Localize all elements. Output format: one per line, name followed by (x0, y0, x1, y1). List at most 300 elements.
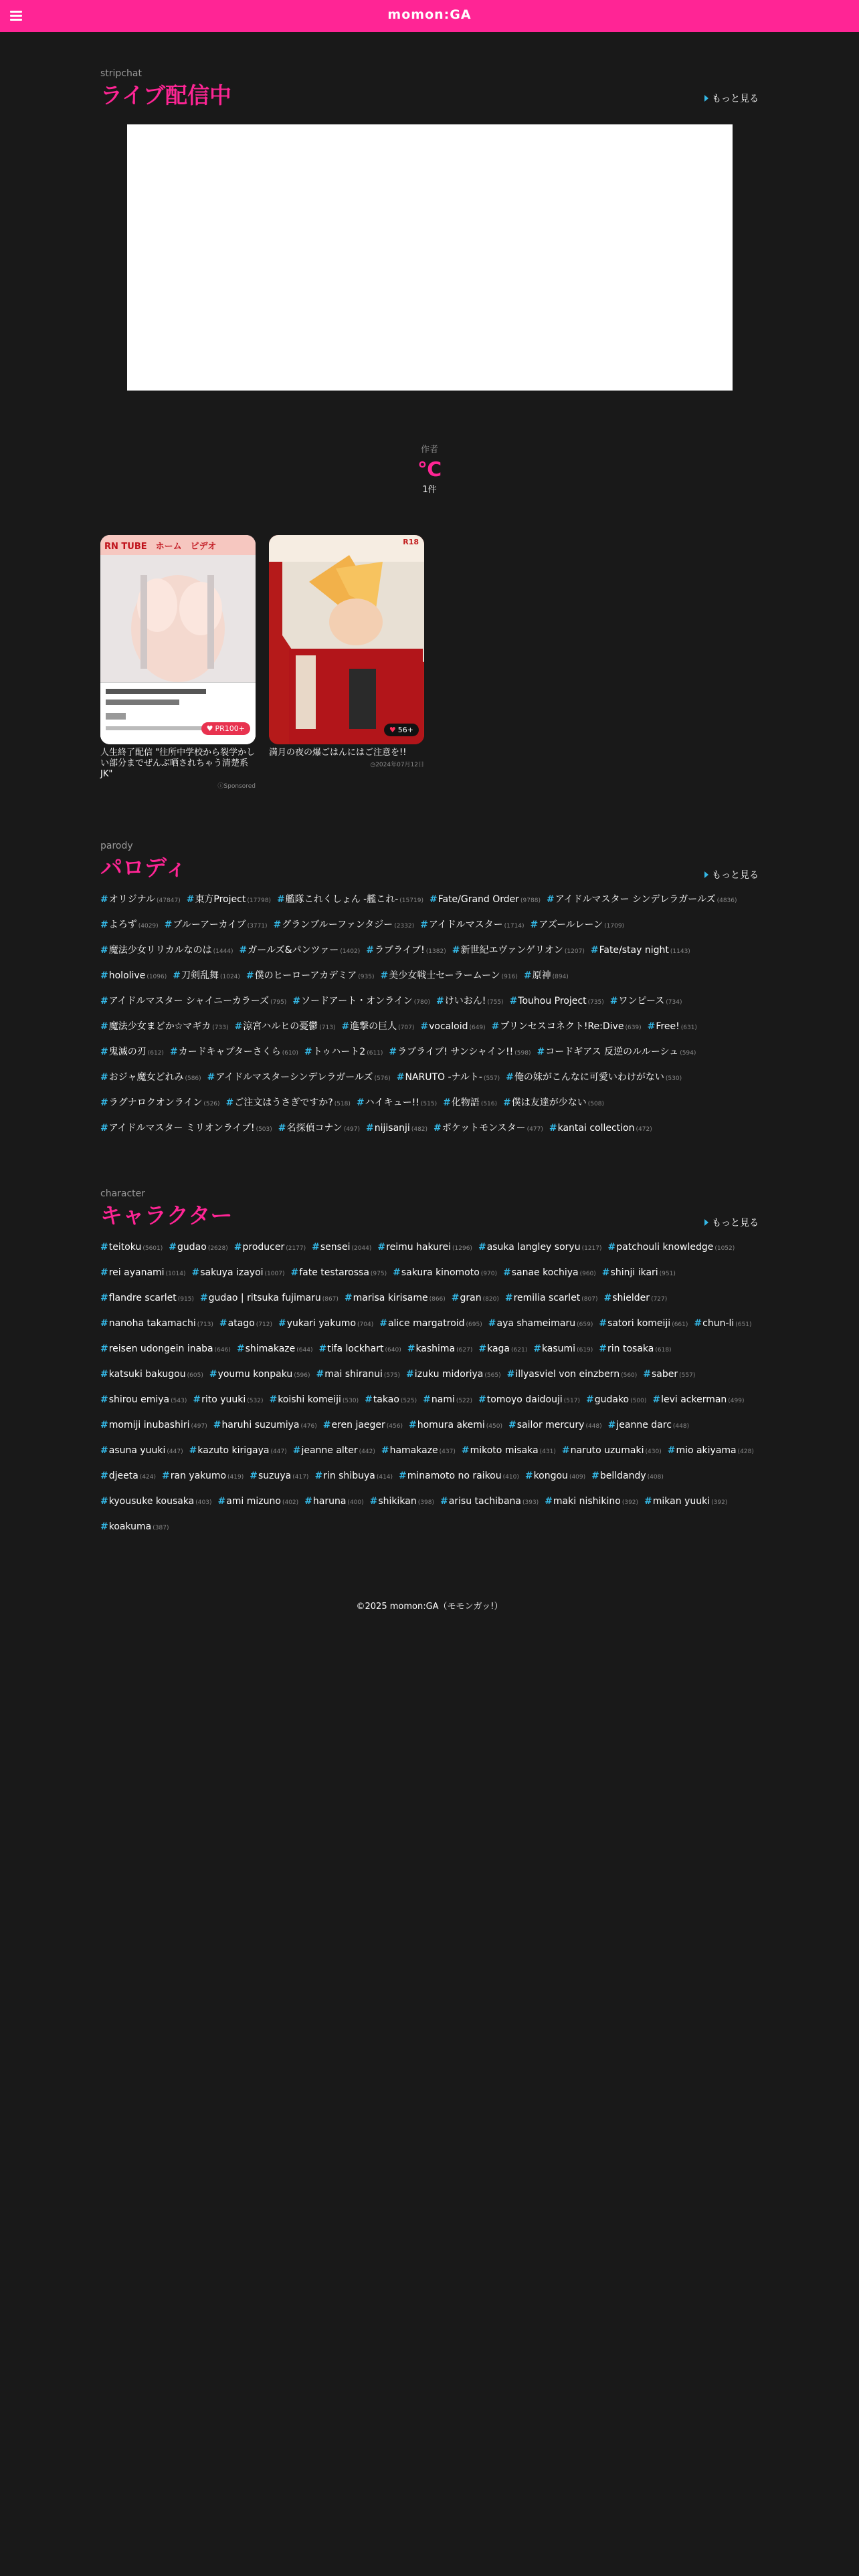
card-title[interactable]: 人生終了配信 "往所中学校から裂学かしい部分までぜんぶ晒されちゃう清楚系JK" (100, 748, 256, 779)
tag-link[interactable] (399, 1468, 519, 1485)
parody-more-link[interactable] (704, 868, 759, 881)
tag-link[interactable] (537, 1044, 696, 1061)
tag-count: (639) (625, 1025, 642, 1031)
tag-link[interactable] (506, 1069, 682, 1087)
tag-link[interactable] (170, 1044, 298, 1061)
tag-link[interactable] (492, 1018, 642, 1036)
tag-count: (17798) (247, 897, 271, 904)
tag-name: belldandy (599, 1471, 646, 1481)
work-thumbnail[interactable] (100, 535, 256, 744)
tag-count: (704) (357, 1321, 374, 1328)
tag-name: おジャ魔女どれみ (108, 1072, 184, 1083)
tag-count: (916) (501, 974, 518, 980)
tag-link[interactable] (462, 1442, 556, 1460)
hash-icon: # (199, 1293, 208, 1303)
hash-icon: # (591, 1471, 599, 1481)
hash-icon: # (100, 1267, 108, 1278)
tag-link[interactable] (277, 891, 423, 909)
tag-link[interactable] (100, 1290, 194, 1307)
tag-link[interactable] (100, 1044, 164, 1061)
tag-link[interactable] (409, 1417, 502, 1434)
hash-icon: # (549, 1123, 557, 1134)
hash-icon: # (207, 1072, 215, 1083)
tag-count: (1143) (670, 948, 690, 955)
tag-link[interactable] (524, 968, 569, 985)
triangle-right-icon (704, 871, 708, 878)
parody-tag-list (100, 891, 759, 1138)
tag-link[interactable] (100, 1239, 163, 1257)
tag-name: shimakaze (245, 1344, 296, 1354)
tag-link[interactable] (503, 1265, 596, 1282)
tag-count: (659) (577, 1321, 593, 1328)
tag-link[interactable] (235, 1018, 336, 1036)
tag-link[interactable] (505, 1290, 598, 1307)
tag-count: (610) (282, 1050, 298, 1057)
tag-link[interactable] (240, 942, 361, 960)
tag-link[interactable] (406, 1366, 501, 1384)
site-logo[interactable]: momon:GA (387, 7, 472, 22)
tag-name: sailor mercury (516, 1420, 585, 1430)
hash-icon: # (443, 1097, 451, 1108)
tag-count: (517) (563, 1398, 580, 1404)
tag-name: アイドルマスター (428, 920, 503, 930)
tag-link[interactable] (440, 1493, 539, 1511)
tag-count: (410) (502, 1474, 519, 1481)
tag-link[interactable] (341, 1018, 414, 1036)
tag-name: ラブライブ! (375, 945, 425, 956)
tag-link[interactable] (452, 942, 585, 960)
hash-icon: # (609, 996, 618, 1006)
hash-icon: # (189, 1445, 197, 1456)
tag-name: tifa lockhart (327, 1344, 384, 1354)
tag-name: 艦隊これくしょん -艦これ- (285, 894, 399, 905)
tag-link[interactable] (304, 1493, 363, 1511)
hash-icon: # (304, 1496, 312, 1507)
tag-link[interactable] (357, 1095, 437, 1112)
tag-link[interactable] (269, 1392, 359, 1409)
hash-icon: # (225, 1097, 234, 1108)
tag-count: (4836) (717, 897, 737, 904)
hash-icon: # (219, 1318, 227, 1329)
tag-link[interactable] (643, 1366, 695, 1384)
tag-name: sensei (320, 1242, 351, 1253)
hash-icon: # (509, 996, 518, 1006)
tag-name: shinji ikari (610, 1267, 658, 1278)
tag-count: (661) (672, 1321, 688, 1328)
tag-link[interactable] (345, 1290, 446, 1307)
tag-count: (1217) (581, 1245, 602, 1252)
tag-count: (526) (203, 1101, 220, 1107)
hash-icon: # (366, 1123, 374, 1134)
hash-icon: # (100, 1072, 108, 1083)
tag-name: けいおん! (444, 996, 486, 1006)
tag-link[interactable] (189, 1442, 287, 1460)
tag-link[interactable] (304, 1044, 383, 1061)
tag-count: (807) (581, 1296, 598, 1303)
hash-icon: # (406, 1369, 414, 1380)
tag-link[interactable] (407, 1341, 473, 1358)
tag-link[interactable] (323, 1417, 403, 1434)
hash-icon: # (314, 1471, 323, 1481)
hash-icon: # (396, 1072, 405, 1083)
tag-link[interactable] (591, 942, 690, 960)
tag-link[interactable] (547, 891, 737, 909)
tag-name: vocaloid (429, 1021, 468, 1032)
tag-link[interactable] (100, 1417, 207, 1434)
tag-name: koishi komeiji (278, 1394, 341, 1405)
hash-icon: # (234, 1021, 243, 1032)
tag-link[interactable] (274, 917, 415, 934)
tag-count: (605) (187, 1372, 203, 1379)
tag-name: ami mizuno (226, 1496, 281, 1507)
tag-link[interactable] (246, 968, 375, 985)
tag-link[interactable] (370, 1493, 434, 1511)
hash-icon: # (389, 1047, 397, 1057)
hash-icon: # (209, 1369, 217, 1380)
tag-link[interactable] (237, 1341, 313, 1358)
hash-icon: # (356, 1097, 365, 1108)
tag-link[interactable] (292, 993, 430, 1010)
tag-link[interactable] (278, 1315, 373, 1333)
tag-link[interactable] (200, 1290, 339, 1307)
tag-link[interactable] (586, 1392, 646, 1409)
character-section-subtitle: character (100, 1188, 146, 1199)
tag-link[interactable] (213, 1417, 317, 1434)
tag-count: (2332) (394, 923, 415, 930)
hash-icon: # (434, 1123, 442, 1134)
tag-count: (387) (153, 1525, 169, 1531)
tag-link[interactable] (169, 1239, 227, 1257)
tag-link[interactable] (478, 1341, 527, 1358)
tag-count: (1096) (147, 974, 167, 980)
tag-link[interactable] (100, 993, 286, 1010)
tag-link[interactable] (100, 942, 233, 960)
tag-link[interactable] (545, 1493, 638, 1511)
live-section-header (100, 67, 759, 111)
tag-count: (915) (177, 1296, 194, 1303)
badge: ♥ PR100+ (201, 722, 250, 735)
tag-link[interactable] (478, 1392, 580, 1409)
hash-icon: # (292, 1445, 301, 1456)
tag-name: hamakaze (389, 1445, 438, 1456)
tag-link[interactable] (100, 1442, 183, 1460)
tag-count: (419) (227, 1474, 244, 1481)
hash-icon: # (523, 970, 532, 981)
tag-name: kyousuke kousaka (108, 1496, 195, 1507)
tag-link[interactable] (100, 1493, 211, 1511)
tag-count: (960) (579, 1271, 596, 1277)
tag-link[interactable] (608, 1417, 689, 1434)
work-thumbnail[interactable] (269, 535, 424, 744)
tag-link[interactable] (290, 1265, 387, 1282)
thumbnail-caption: RN TUBE ホーム ビデオ (104, 542, 217, 552)
tag-count: (866) (429, 1296, 446, 1303)
tag-count: (442) (359, 1448, 375, 1455)
tag-count: (735) (587, 999, 604, 1006)
tag-link[interactable] (430, 891, 541, 909)
tag-name: ラグナロクオンライン (108, 1097, 203, 1108)
hash-icon: # (452, 945, 460, 956)
tag-name: jeanne darc (616, 1420, 672, 1430)
hash-icon: # (277, 894, 285, 905)
tag-name: reisen udongein inaba (108, 1344, 213, 1354)
thumbnail-illustration (269, 535, 424, 744)
tag-link[interactable] (100, 917, 159, 934)
hash-icon: # (502, 1267, 511, 1278)
tag-link[interactable] (503, 1095, 604, 1112)
tag-link[interactable] (165, 917, 268, 934)
tag-link[interactable] (507, 1366, 638, 1384)
tag-name: 化物語 (451, 1097, 480, 1108)
tag-link[interactable] (100, 1315, 213, 1333)
tag-name: aya shameimaru (496, 1318, 576, 1329)
work-card[interactable] (269, 535, 424, 768)
tag-count: (4029) (138, 923, 159, 930)
tag-link[interactable] (234, 1239, 306, 1257)
tag-link[interactable] (100, 1341, 231, 1358)
tag-link[interactable] (549, 1120, 652, 1138)
hash-icon: # (380, 970, 389, 981)
live-more-label: もっと見る (712, 94, 759, 104)
tag-link[interactable] (100, 1366, 203, 1384)
tag-link[interactable] (508, 1417, 602, 1434)
tag-name: mai shiranui (324, 1369, 383, 1380)
tag-link[interactable] (366, 1120, 427, 1138)
tag-link[interactable] (226, 1095, 351, 1112)
hash-icon: # (440, 1496, 448, 1507)
tag-link[interactable] (162, 1468, 244, 1485)
info-icon: ⓘ (217, 783, 224, 790)
tag-link[interactable] (478, 1239, 602, 1257)
tag-link[interactable] (187, 891, 271, 909)
tag-link[interactable] (599, 1315, 688, 1333)
tag-link[interactable] (192, 1265, 285, 1282)
tag-count: (713) (319, 1025, 336, 1031)
tag-name: haruhi suzumiya (221, 1420, 300, 1430)
tag-link[interactable] (608, 1239, 735, 1257)
tag-count: (409) (569, 1474, 586, 1481)
tag-link[interactable] (599, 1341, 671, 1358)
hash-icon: # (100, 1021, 108, 1032)
tag-link[interactable] (393, 1265, 497, 1282)
work-card-sponsored[interactable] (100, 535, 256, 790)
tag-link[interactable] (436, 993, 504, 1010)
tag-count: (2628) (207, 1245, 228, 1252)
tag-count: (1207) (564, 948, 585, 955)
tag-link[interactable] (100, 1392, 187, 1409)
tag-link[interactable] (648, 1018, 697, 1036)
tag-link[interactable] (100, 1095, 220, 1112)
tag-count: (727) (651, 1296, 668, 1303)
tag-name: nami (431, 1394, 455, 1405)
tag-name: atago (227, 1318, 255, 1329)
tag-link[interactable] (644, 1493, 727, 1511)
tag-count: (508) (587, 1101, 604, 1107)
tag-name: marisa kirisame (353, 1293, 428, 1303)
tag-link[interactable] (316, 1366, 401, 1384)
tag-count: (3771) (247, 923, 268, 930)
tag-link[interactable] (365, 1392, 417, 1409)
hash-icon: # (100, 1242, 108, 1253)
tag-count: (477) (527, 1126, 543, 1133)
tag-link[interactable] (209, 1366, 310, 1384)
tag-link[interactable] (173, 968, 240, 985)
hash-icon: # (652, 1394, 661, 1405)
hash-icon: # (478, 1394, 486, 1405)
tag-count: (1024) (219, 974, 240, 980)
hash-icon: # (318, 1344, 327, 1354)
tag-link[interactable] (100, 1120, 272, 1138)
hash-icon: # (100, 1293, 108, 1303)
tag-link[interactable] (443, 1095, 497, 1112)
parody-more-label: もっと見る (712, 870, 759, 881)
tag-name: Touhou Project (518, 996, 587, 1006)
tag-link[interactable] (219, 1315, 272, 1333)
card-title[interactable]: 満月の夜の爆ごはんにはご注意を!! (269, 748, 407, 758)
hash-icon: # (503, 1097, 511, 1108)
tag-count: (575) (383, 1372, 401, 1379)
tag-link[interactable] (100, 968, 167, 985)
hash-icon: # (100, 970, 108, 981)
tag-count: (430) (645, 1448, 662, 1455)
hash-icon: # (312, 1242, 320, 1253)
tag-count: (644) (296, 1347, 313, 1354)
tag-link[interactable] (312, 1239, 371, 1257)
tag-link[interactable] (452, 1290, 499, 1307)
tag-link[interactable] (379, 1315, 482, 1333)
tag-link[interactable] (525, 1468, 585, 1485)
tag-count: (576) (374, 1075, 391, 1082)
tag-link[interactable] (377, 1239, 472, 1257)
footer-copyright: ©2025 momon:GA（モモンガッ!） (356, 1602, 503, 1612)
tag-link[interactable] (193, 1392, 263, 1409)
hash-icon: # (100, 894, 108, 905)
tag-link[interactable] (100, 1018, 229, 1036)
hash-icon: # (377, 1242, 386, 1253)
tag-link[interactable] (694, 1315, 751, 1333)
tag-name: kasumi (541, 1344, 576, 1354)
tag-count: (516) (480, 1101, 498, 1107)
tag-count: (532) (247, 1398, 264, 1404)
tag-count: (557) (483, 1075, 500, 1082)
tag-link[interactable] (533, 1341, 593, 1358)
tag-link[interactable] (100, 1519, 169, 1536)
tag-name: asuka langley soryu (486, 1242, 581, 1253)
hash-icon: # (100, 1420, 108, 1430)
tag-link[interactable] (591, 1468, 664, 1485)
tag-link[interactable] (610, 993, 682, 1010)
tag-link[interactable] (217, 1493, 298, 1511)
tag-name: djeeta (108, 1471, 138, 1481)
tag-name: koakuma (108, 1521, 152, 1532)
tag-link[interactable] (314, 1468, 393, 1485)
character-more-label: もっと見る (712, 1218, 759, 1228)
tag-name: homura akemi (417, 1420, 485, 1430)
triangle-right-icon (704, 1219, 708, 1226)
tag-link[interactable] (293, 1442, 375, 1460)
tag-name: kazuto kirigaya (197, 1445, 270, 1456)
tag-name: オリジナル (108, 894, 156, 905)
tag-link[interactable] (366, 942, 446, 960)
hash-icon: # (236, 1344, 245, 1354)
tag-link[interactable] (250, 1468, 308, 1485)
tag-link[interactable] (488, 1315, 593, 1333)
tag-link[interactable] (562, 1442, 662, 1460)
tag-link[interactable] (423, 1392, 472, 1409)
live-stream-player[interactable] (127, 124, 733, 391)
tag-link[interactable] (602, 1265, 676, 1282)
tag-name: よろず (108, 920, 137, 930)
tag-count: (9788) (520, 897, 541, 904)
tag-count: (621) (511, 1347, 528, 1354)
tag-link[interactable] (604, 1290, 668, 1307)
tag-link[interactable] (100, 1265, 186, 1282)
card-meta: ⓘSponsored (217, 783, 256, 790)
tag-link[interactable] (389, 1044, 531, 1061)
tag-link[interactable] (397, 1069, 500, 1087)
tag-link[interactable] (531, 917, 625, 934)
tag-count: (515) (420, 1101, 438, 1107)
tag-link[interactable] (100, 1468, 156, 1485)
hash-icon: # (100, 1496, 108, 1507)
live-more-link[interactable] (704, 92, 759, 105)
tag-name: ガールズ&パンツァー (248, 945, 339, 956)
tag-name: プリンセスコネクト!Re:Dive (500, 1021, 624, 1032)
tag-link[interactable] (381, 1442, 456, 1460)
character-tag-list (100, 1239, 759, 1536)
tag-link[interactable] (100, 891, 181, 909)
tag-count: (543) (171, 1398, 187, 1404)
tag-link[interactable] (434, 1120, 543, 1138)
parody-section (100, 839, 759, 1138)
hash-icon: # (599, 1318, 607, 1329)
hash-icon: # (213, 1420, 221, 1430)
tag-link[interactable] (100, 1069, 201, 1087)
hash-icon: # (488, 1318, 496, 1329)
tag-count: (392) (711, 1499, 728, 1506)
tag-name: グランブルーファンタジー (282, 920, 393, 930)
tag-count: (707) (398, 1025, 415, 1031)
tag-link[interactable] (278, 1120, 360, 1138)
tag-count: (525) (400, 1398, 417, 1404)
tag-link[interactable] (652, 1392, 744, 1409)
tag-name: haruna (312, 1496, 347, 1507)
hash-icon: # (537, 1047, 545, 1057)
hash-icon: # (233, 1242, 242, 1253)
tag-count: (2177) (286, 1245, 306, 1252)
tag-link[interactable] (510, 993, 604, 1010)
character-more-link[interactable] (704, 1216, 759, 1229)
tag-count: (2044) (351, 1245, 372, 1252)
tag-link[interactable] (207, 1069, 391, 1087)
tag-count: (1052) (714, 1245, 735, 1252)
tag-count: (47847) (157, 897, 181, 904)
tag-name: kashima (415, 1344, 456, 1354)
tag-link[interactable] (420, 1018, 485, 1036)
hash-icon: # (217, 1496, 226, 1507)
tag-count: (472) (636, 1126, 652, 1133)
tag-count: (619) (577, 1347, 593, 1354)
tag-link[interactable] (380, 968, 517, 985)
tag-count: (618) (655, 1347, 672, 1354)
tag-link[interactable] (668, 1442, 754, 1460)
tag-link[interactable] (420, 917, 524, 934)
tag-name: illyasviel von einzbern (515, 1369, 620, 1380)
tag-count: (417) (292, 1474, 309, 1481)
tag-link[interactable] (318, 1341, 401, 1358)
tag-name: rito yuuki (201, 1394, 246, 1405)
hash-icon: # (278, 1123, 286, 1134)
